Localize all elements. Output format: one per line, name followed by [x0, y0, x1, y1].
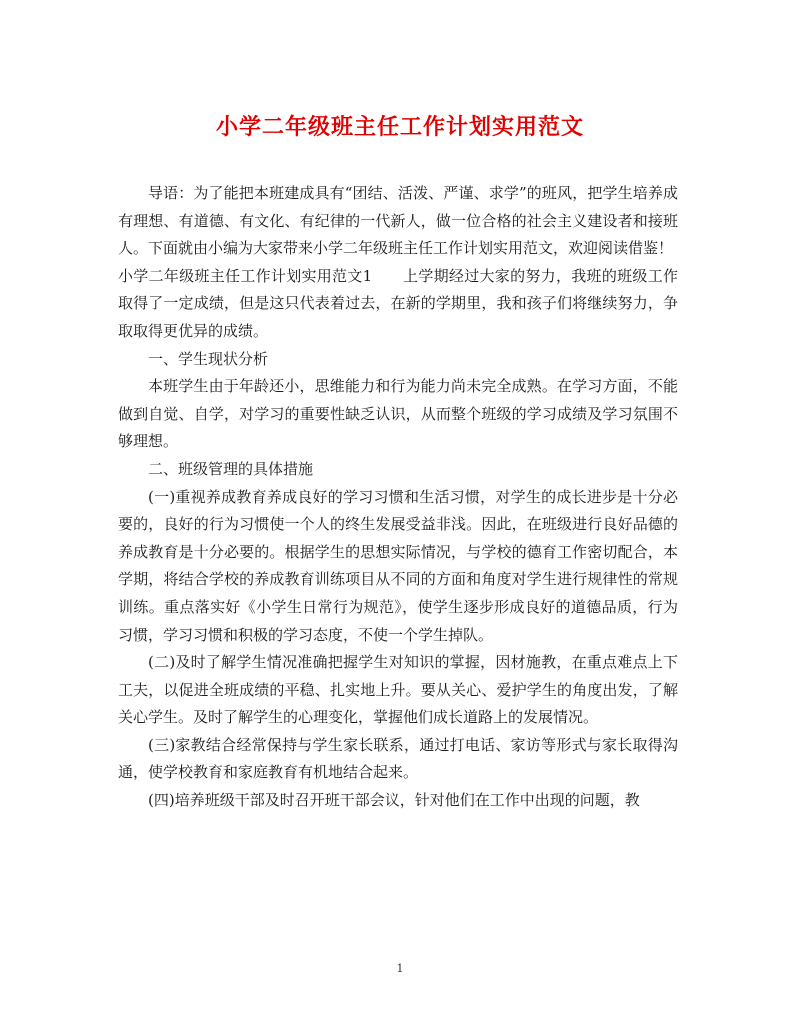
paragraph-measure-2: (二)及时了解学生情况准确把握学生对知识的掌握，因材施教，在重点难点上下工夫，以促进全班成绩的平稳、扎实地上升。要从关心、爱护学生的角度出发，了解关心学生。及时了解学生的心理变化，掌握他们成长道路上的发展情况。: [118, 653, 678, 727]
paragraph-student-analysis: 本班学生由于年龄还小，思维能力和行为能力尚未完全成熟。在学习方面，不能做到自觉、自学，对学习的重要性缺乏认识，从而整个班级的学习成绩及学习氛围不够理想。: [118, 377, 678, 451]
document-title: 小学二年级班主任工作计划实用范文: [215, 114, 584, 140]
heading-student-analysis: 一、学生现状分析: [148, 349, 269, 368]
document-body: [118, 180, 678, 815]
page-number: 1: [396, 962, 404, 975]
paragraph-measure-4: (四)培养班级干部及时召开班干部会议，针对他们在工作中出现的问题，教: [148, 791, 640, 810]
paragraph-measure-3: (三)家教结合经常保持与学生家长联系，通过打电话、家访等形式与家长取得沟通，使学校教育和家庭教育有机地结合起来。: [118, 735, 678, 782]
paragraph-measure-1: (一)重视养成教育养成良好的学习习惯和生活习惯，对学生的成长进步是十分必要的，良好的行为习惯使一个人的终生发展受益非浅。因此，在班级进行良好品德的养成教育是十分必要的。根据学生的思想实际情况，与学校的德育工作密切配合，本学期，将结合学校的养成教育训练项目从不同的方面和角度对学生进行规律性的常规训练。重点落实好《小学生日常行为规范》，使学生逐步形成良好的道德品质，行为习惯，学习习惯和积极的学习态度，不使一个学生掉队。: [118, 487, 678, 644]
heading-management-measures: 二、班级管理的具体措施: [148, 459, 314, 478]
intro-paragraph: 导语：为了能把本班建成具有“团结、活泼、严谨、求学”的班风，把学生培养成有理想、有道德、有文化、有纪律的一代新人，做一位合格的社会主义建设者和接班人。下面就由小编为大家带来小学二年级班主任工作计划实用范文，欢迎阅读借鉴！: [118, 184, 678, 258]
section-paragraph-1: 小学二年级班主任工作计划实用范文1 上学期经过大家的努力，我班的班级工作取得了一定成绩，但是这只代表着过去，在新的学期里，我和孩子们将继续努力，争取取得更优异的成绩。: [118, 266, 678, 340]
